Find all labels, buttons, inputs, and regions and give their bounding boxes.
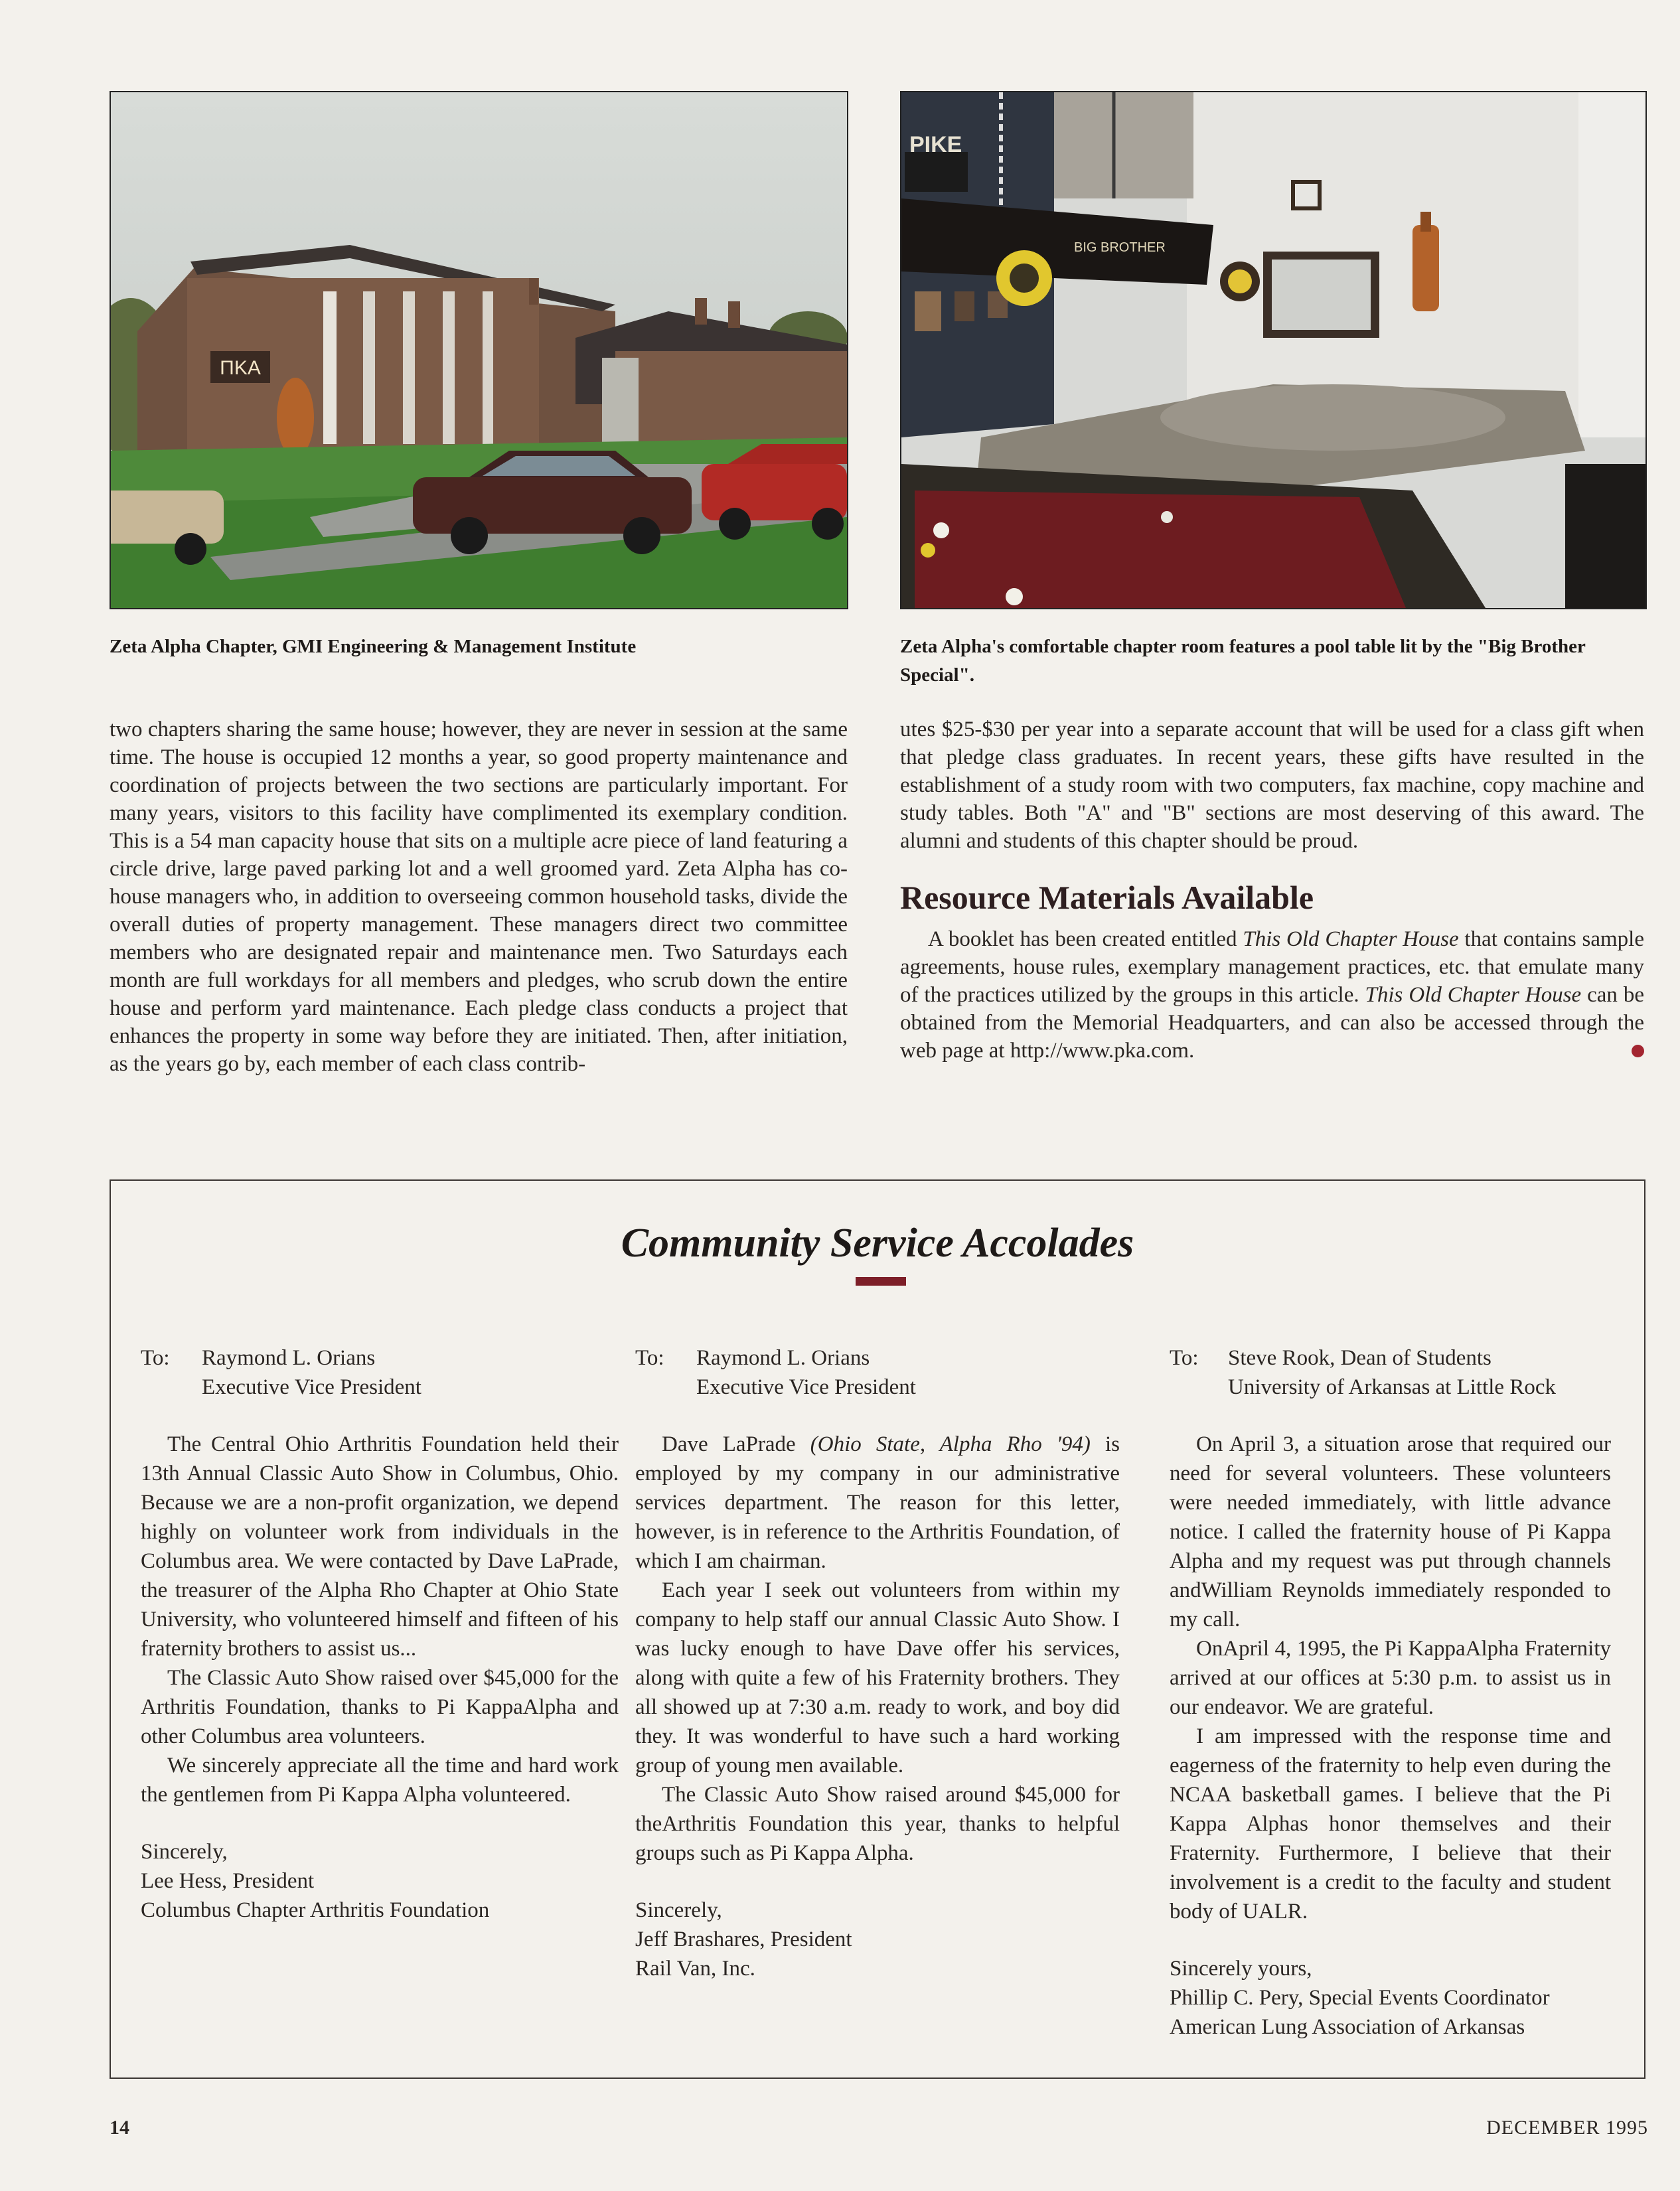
box-title: Community Service Accolades <box>621 1221 1134 1266</box>
to-label: To: <box>141 1346 170 1370</box>
photo-caption-right: Zeta Alpha's comfortable chapter room features a pool table lit by the "Big Brother Special". <box>900 636 1586 686</box>
recipient-title: Executive Vice President <box>202 1375 421 1399</box>
lamp-label: BIG BROTHER <box>1074 240 1166 255</box>
closing: Sincerely, <box>141 1840 228 1864</box>
letter-recipient <box>141 1343 619 1402</box>
signer: Phillip C. Pery, Special Events Coordinator <box>1170 1986 1550 2010</box>
end-bullet-icon <box>1632 1045 1644 1057</box>
closing: Sincerely yours, <box>1170 1957 1312 1981</box>
recipient-name: Raymond L. Orians <box>202 1346 376 1370</box>
article-paragraph: two chapters sharing the same house; however, they are never in session at the same time. The house is occupied 12 months a year, so good property maintenance and coordination of projects between the two sections are particularly important. For many years, visitors to this facility have complimented its exemplary condition. This is a 54 man capacity house that sits on a multiple acre piece of land featuring a circle drive, large paved parking lot and a well groomed yard. Zeta Alpha has co-house managers who, in addition to overseeing common household tasks, divide the overall duties of property management. These managers direct two committee members who are designated repair and maintenance men. Two Saturdays each month are full workdays for all members and pledges, who scrub down the entire house and perform yard maintenance. Each pledge class conducts a project that enhances the property in some way before they are initiated. Then, after initiation, as the years go by, each member of each class contrib- <box>110 718 848 1076</box>
section-heading: Resource Materials Available <box>900 879 1314 916</box>
letter-recipient <box>635 1343 1120 1402</box>
letter-paragraph: The Classic Auto Show raised around $45,000 for theArthritis Foundation this year, thanks to helpful groups such as Pi Kappa Alpha. <box>635 1783 1120 1865</box>
recipient-title: University of Arkansas at Little Rock <box>1228 1375 1556 1399</box>
organization: Rail Van, Inc. <box>635 1957 755 1981</box>
booklet-title: This Old Chapter House <box>1365 983 1582 1007</box>
letter <box>635 1343 1120 1983</box>
letter <box>1170 1343 1611 2042</box>
accolades-box <box>110 1179 1645 2079</box>
issue-date: DECEMBER 1995 <box>1486 2117 1648 2139</box>
letter-paragraph: The Central Ohio Arthritis Foundation held their 13th Annual Classic Auto Show in Columbus, Ohio. Because we are a non-profit organization, we depend highly on volunteer work from individuals in the Columbus area. We were contacted by Dave LaPrade, the treasurer of the Alpha Rho Chapter at Ohio State University, who volunteered himself and fifteen of his fraternity brothers to assist us... <box>141 1432 619 1661</box>
signer: Lee Hess, President <box>141 1869 315 1893</box>
letter-paragraph: The Classic Auto Show raised over $45,000 for the Arthritis Foundation, thanks to Pi KappaAlpha and other Columbus area volunteers. <box>141 1666 619 1748</box>
letter-paragraph: On April 3, a situation arose that required our need for several volunteers. These volunteers were needed immediately, with little advance notice. I called the fraternity house of Pi Kappa Alpha and my request was put through channels andWilliam Reynolds immediately responded to my call. <box>1170 1432 1611 1631</box>
chapter-affiliation: (Ohio State, Alpha Rho '94) <box>810 1432 1091 1456</box>
chapter-room-photo <box>900 91 1647 609</box>
letter-paragraph: I am impressed with the response time and eagerness of the fraternity to help even during the NCAA basketball games. I believe that the Pi Kappa Alphas honor themselves and their Fraternity. Furthermore, I believe that their involvement is a credit to the faculty and student body of UALR. <box>1170 1724 1611 1924</box>
photo-caption-left: Zeta Alpha Chapter, GMI Engineering & Management Institute <box>110 636 637 657</box>
letter-paragraph: We sincerely appreciate all the time and hard work the gentlemen from Pi Kappa Alpha volunteered. <box>141 1754 619 1807</box>
recipient-name: Steve Rook, Dean of Students <box>1228 1346 1491 1370</box>
article-paragraph: utes $25-$30 per year into a separate account that will be used for a class gift when that pledge class graduates. In recent years, these gifts have resulted in the establishment of a study room with two computers, fax machine, copy machine and study tables. Both "A" and "B" sections are most deserving of this award. The alumni and students of this chapter should be proud. <box>900 718 1644 853</box>
page-number: 14 <box>110 2117 129 2139</box>
letter <box>141 1343 619 1925</box>
organization: American Lung Association of Arkansas <box>1170 2015 1525 2039</box>
to-label: To: <box>635 1346 664 1370</box>
chapter-house-photo <box>110 91 848 609</box>
booklet-title: This Old Chapter House <box>1243 927 1459 951</box>
house-sign: ΠKA <box>220 357 261 379</box>
letter-signature <box>1170 1954 1611 2042</box>
wall-sign: PIKE <box>909 132 962 157</box>
letter-signature <box>141 1837 619 1925</box>
letter-recipient <box>1170 1343 1611 1402</box>
resource-paragraph: A booklet has been created entitled This Old Chapter House that contains sample agreements, house rules, exemplary management practices, etc. that emulate many of the practices utilized by the groups in this article. This Old Chapter House can be obtained from the Memorial Headquarters, and can also be accessed through the web page at http://www.pka.com. <box>900 927 1644 1063</box>
letter-paragraph: OnApril 4, 1995, the Pi KappaAlpha Fraternity arrived at our offices at 5:30 p.m. to assist us in our endeavor. We are grateful. <box>1170 1637 1611 1719</box>
article-column-right <box>900 716 1644 1065</box>
organization: Columbus Chapter Arthritis Foundation <box>141 1898 490 1922</box>
closing: Sincerely, <box>635 1898 722 1922</box>
signer: Jeff Brashares, President <box>635 1927 852 1951</box>
article-column-left <box>110 716 848 1078</box>
recipient-title: Executive Vice President <box>696 1375 916 1399</box>
title-rule <box>856 1277 906 1286</box>
letter-signature <box>635 1896 1120 1983</box>
recipient-name: Raymond L. Orians <box>696 1346 870 1370</box>
to-label: To: <box>1170 1346 1199 1370</box>
letter-paragraph: Each year I seek out volunteers from within my company to help staff our annual Classic Auto Show. I was lucky enough to have Dave offer his services, along with quite a few of his Fraternity brothers. They all showed up at 7:30 a.m. ready to work, and boy did they. It was wonderful to have such a hard working group of young men available. <box>635 1578 1120 1777</box>
letter-paragraph: Dave LaPrade (Ohio State, Alpha Rho '94) is employed by my company in our administrative services department. The reason for this letter, however, is in reference to the Arthritis Foundation, of which I am chairman. <box>635 1432 1120 1573</box>
